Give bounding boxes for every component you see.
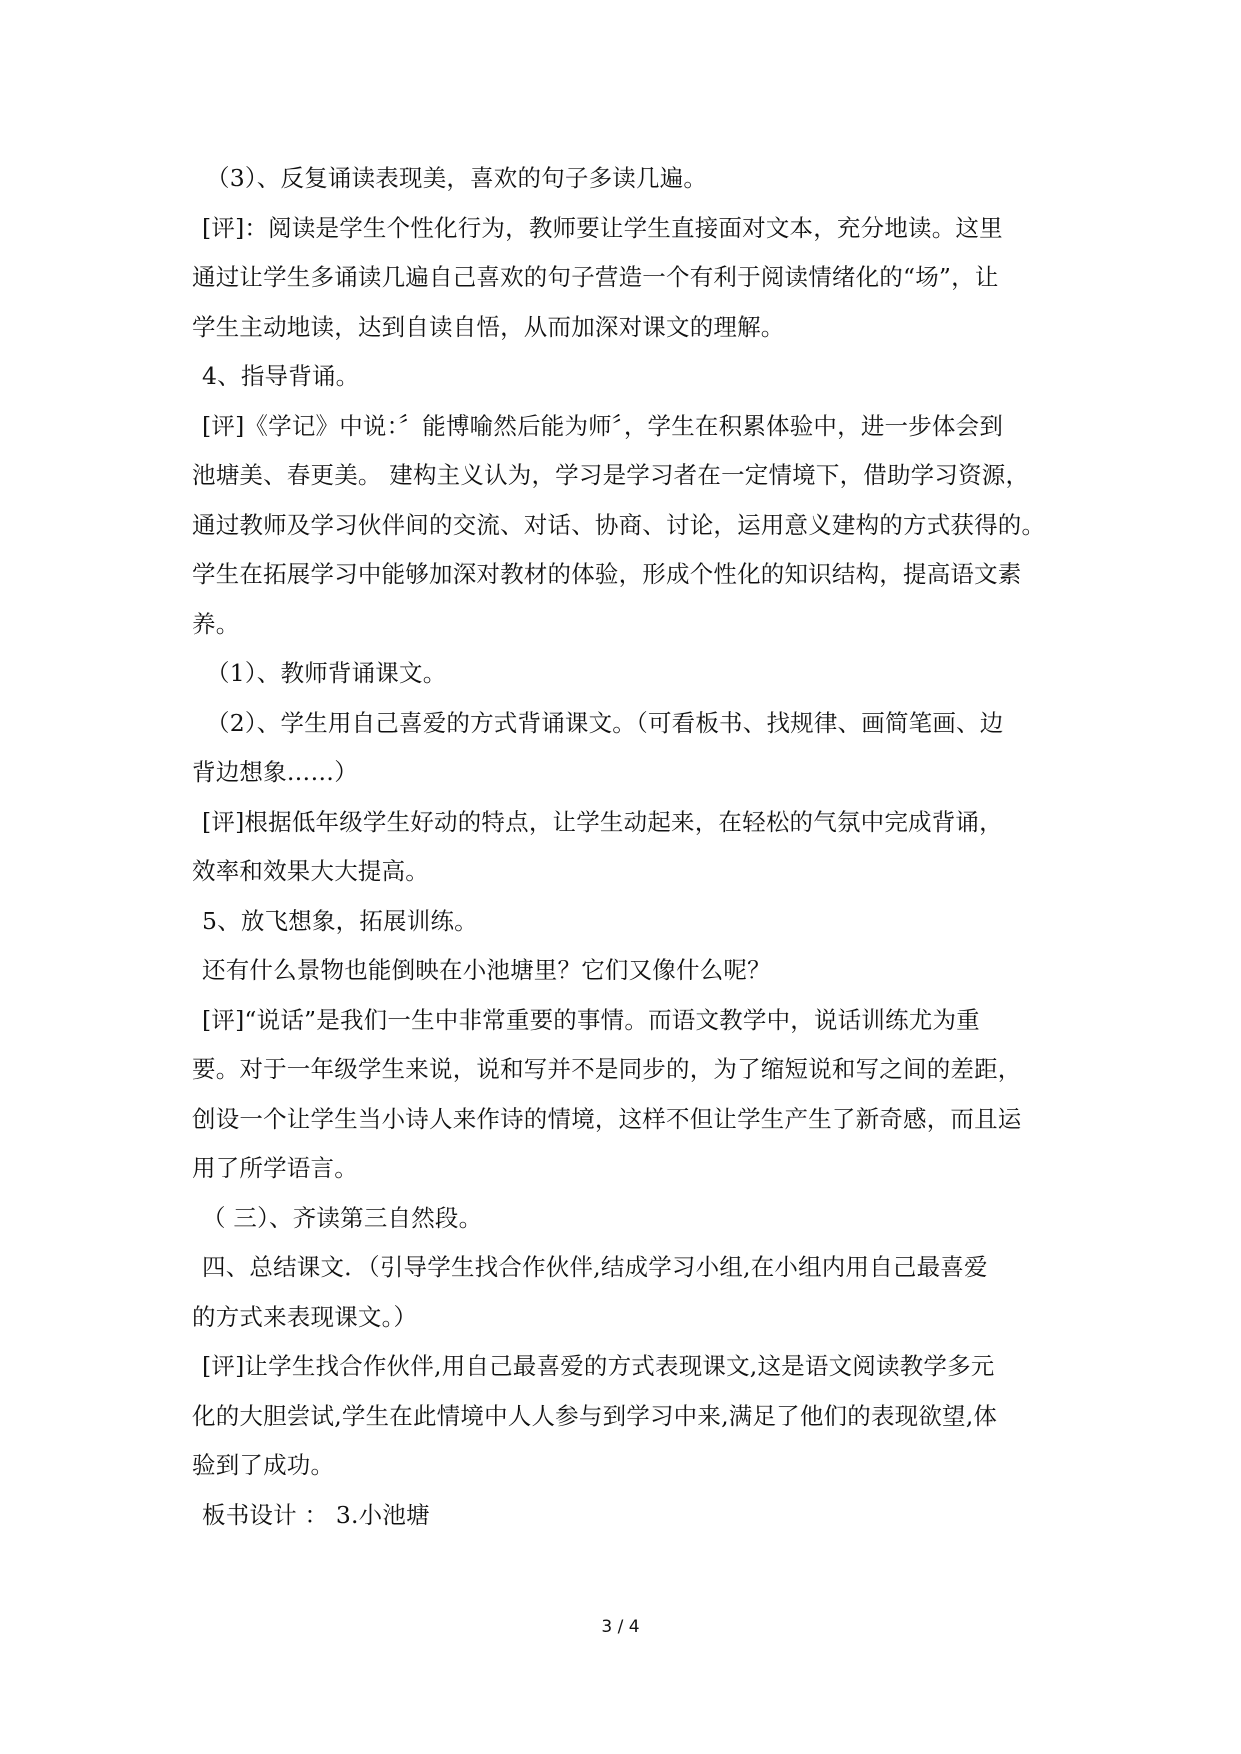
paragraph-line: 验到了成功。 <box>192 1451 335 1479</box>
paragraph-line: 化的大胆尝试,学生在此情境中人人参与到学习中来,满足了他们的表现欲望,体 <box>192 1401 998 1430</box>
paragraph-line: [评]《学记》中说：〞能博喻然后能为师〞，学生在积累体验中，进一步体会到 <box>202 411 1004 440</box>
paragraph-line: [评]：阅读是学生个性化行为，教师要让学生直接面对文本，充分地读。这里 <box>202 213 1003 242</box>
document-body <box>192 154 1072 1540</box>
paragraph-line: [评]“说话”是我们一生中非常重要的事情。而语文教学中，说话训练尤为重 <box>202 1005 980 1034</box>
paragraph-line: 创设一个让学生当小诗人来作诗的情境，这样不但让学生产生了新奇感，而且运 <box>192 1104 1022 1133</box>
paragraph-line: 的方式来表现课文。） <box>192 1302 418 1331</box>
paragraph-line: 池塘美、春更美。 建构主义认为，学习是学习者在一定情境下，借助学习资源， <box>192 461 1030 489</box>
paragraph-line: 板书设计 ： 3.小池塘 <box>202 1500 430 1529</box>
paragraph-line: 学生在拓展学习中能够加深对教材的体验，形成个性化的知识结构，提高语文素 <box>192 560 1022 588</box>
paragraph-line: [评]根据低年级学生好动的特点，让学生动起来，在轻松的气氛中完成背诵， <box>202 807 1003 836</box>
paragraph-line: 养。 <box>192 609 240 638</box>
paragraph-line: 用了所学语言。 <box>192 1154 358 1182</box>
paragraph-line: 通过让学生多诵读几遍自己喜欢的句子营造一个有利于阅读情绪化的“场”，让 <box>192 263 999 291</box>
paragraph-line: （1）、教师背诵课文。 <box>206 659 447 687</box>
paragraph-line: [评]让学生找合作伙伴,用自己最喜爱的方式表现课文,这是语文阅读教学多元 <box>202 1352 995 1380</box>
paragraph-line: 学生主动地读，达到自读自悟，从而加深对课文的理解。 <box>192 312 785 341</box>
paragraph-line: 四、总结课文．（引导学生找合作伙伴,结成学习小组,在小组内用自己最喜爱 <box>202 1253 988 1281</box>
paragraph-line: 背边想象……） <box>192 758 358 786</box>
paragraph-line: 通过教师及学习伙伴间的交流、对话、协商、讨论，运用意义建构的方式获得的。 <box>192 510 1046 539</box>
paragraph-line: 5、放飞想象，拓展训练。 <box>202 906 478 935</box>
paragraph-line: （3）、反复诵读表现美，喜欢的句子多读几遍。 <box>206 164 708 192</box>
paragraph-line: 要。对于一年级学生来说，说和写并不是同步的，为了缩短说和写之间的差距， <box>192 1055 1022 1083</box>
paragraph-line: 效率和效果大大提高。 <box>192 857 429 885</box>
paragraph-line: 4、指导背诵。 <box>202 362 360 390</box>
paragraph-line: 还有什么景物也能倒映在小池塘里？它们又像什么呢？ <box>202 956 771 984</box>
paragraph-line: （2）、学生用自己喜爱的方式背诵课文。（可看板书、找规律、画简笔画、边 <box>206 708 1004 737</box>
paragraph-line: （ 三）、齐读第三自然段。 <box>202 1203 483 1232</box>
page-number: 3 / 4 <box>601 1617 640 1637</box>
